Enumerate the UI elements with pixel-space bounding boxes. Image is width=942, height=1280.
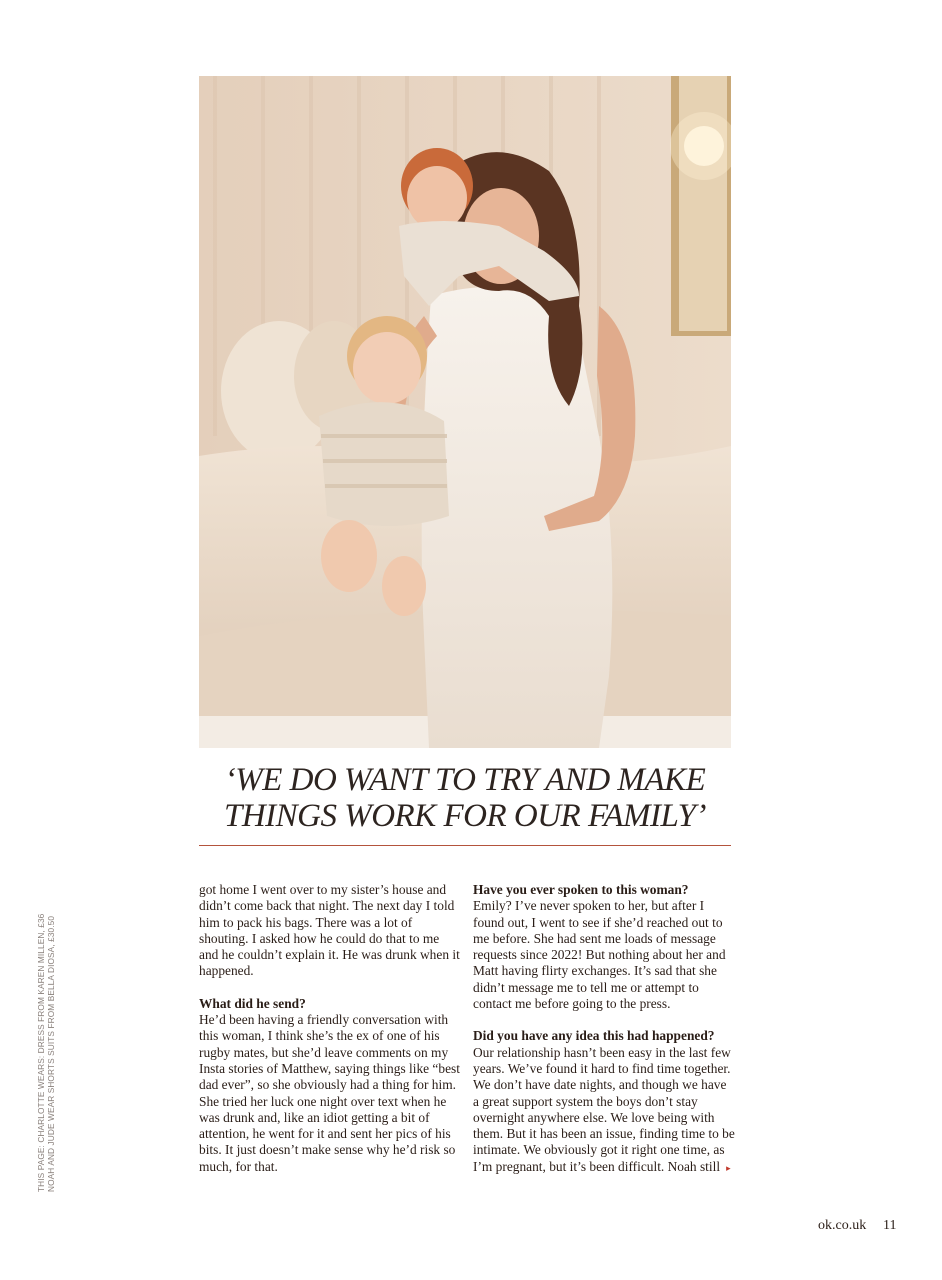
photo-illustration [199, 76, 731, 748]
right-question-2: Did you have any idea this had happened? [473, 1028, 715, 1044]
fashion-credit [37, 914, 56, 1192]
credit-line-1: THIS PAGE: CHARLOTTE WEARS: DRESS FROM KAREN MILLEN, £36 [36, 913, 46, 1192]
left-paragraph-1: got home I went over to my sister’s house and didn’t come back that night. The next day I told him to pack his bags. There was a lot of shouting. I asked how he could do that to me and he couldn’t explain it. He was drunk when it happened. [199, 882, 460, 979]
headline-divider [199, 845, 731, 846]
left-question-2: What did he send? [199, 995, 306, 1011]
footer-site-url: ok.co.uk [818, 1218, 867, 1233]
family-portrait-photo [199, 76, 731, 748]
credit-line-2: NOAH AND JUDE WEAR SHORTS SUITS FROM BELLA DIOSA, £30.50 [45, 915, 56, 1192]
headline-line-1: ‘WE DO WANT TO TRY AND MAKE [224, 762, 706, 798]
left-paragraph-2: He’d been having a friendly conversation with this woman, I think she’s the ex of one of his rugby mates, but she’d leave comments on my Insta stories of Matthew, saying things like “best dad ever”, so she obviously had a thing for him. She tried her luck one night over text when he was drunk and, like an idiot getting a bit of attention, he went for it and sent her pics of his bits. It just doesn’t make sense why he’d risk so much, for that. [199, 1012, 460, 1174]
headline-line-2: THINGS WORK FOR OUR FAMILY’ [223, 798, 707, 834]
footer-page-number: 11 [883, 1218, 897, 1233]
right-question-1: Have you ever spoken to this woman? [473, 882, 689, 897]
right-paragraph-2-text: Our relationship hasn’t been easy in the last few years. We’ve found it hard to find time together. We don’t have date nights, and though we have a great support system the boys don’t stay overnight anywhere else. We love being with them. But it has been an issue, finding time to be intimate. We obviously got it right one time, as I’m pregnant, but it’s been difficult. Noah still [473, 1044, 735, 1174]
right-paragraph-2 [473, 1045, 735, 1176]
article-column-right [473, 882, 735, 1176]
right-paragraph-1: Emily? I’ve never spoken to her, but after I found out, I went to see if she’d reached out to me before. She had sent me loads of message requests since 2022! But nothing about her and Matt having flirty exchanges. It’s sad that she didn’t message me to tell me or attempt to contact me before going to the press. [473, 898, 726, 1012]
continue-arrow-icon: ▸ [726, 1162, 731, 1173]
pull-quote-headline [199, 762, 731, 834]
article-column-left [199, 882, 461, 1175]
